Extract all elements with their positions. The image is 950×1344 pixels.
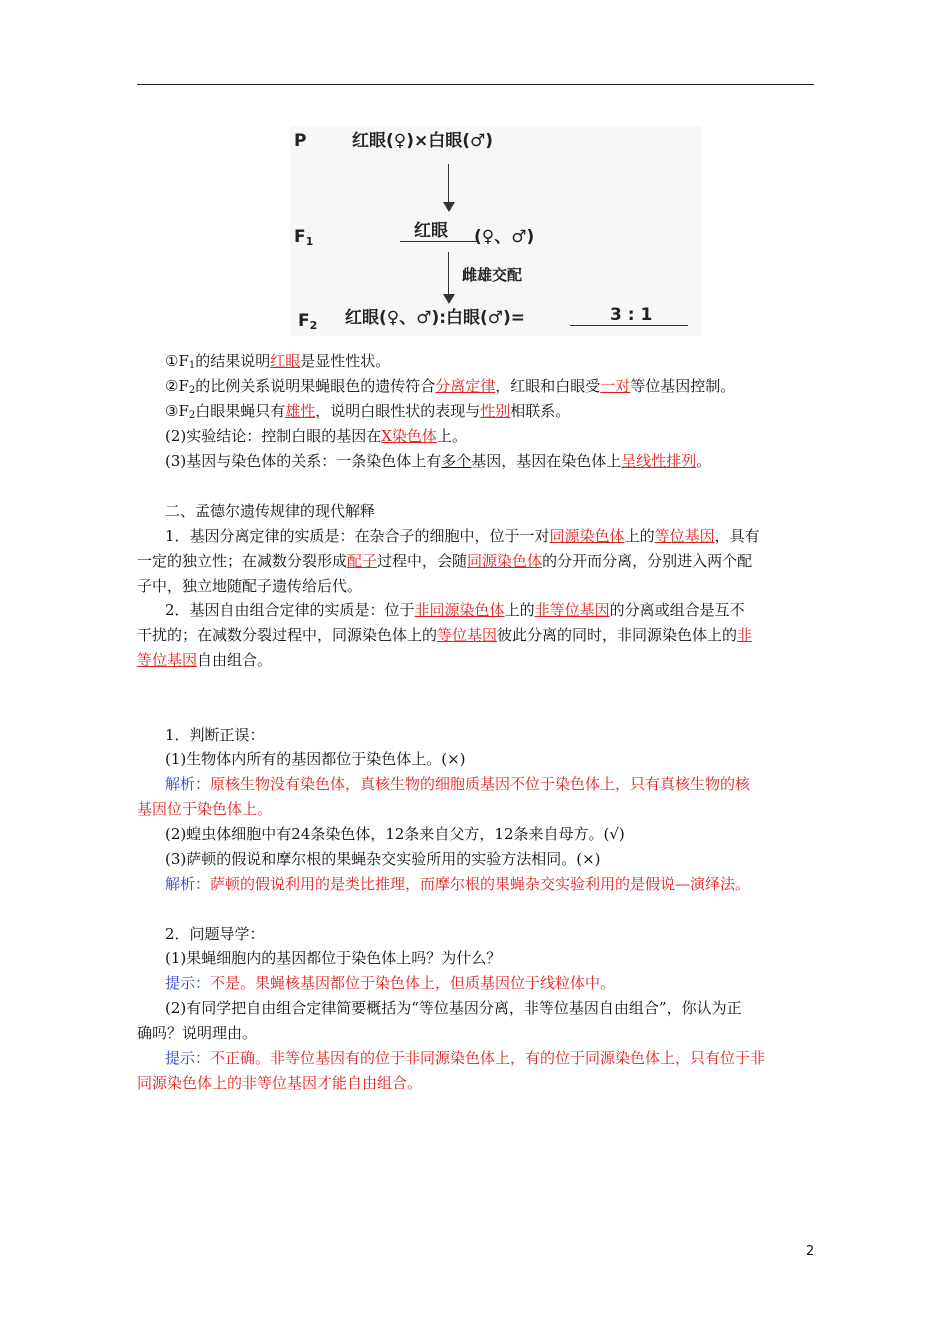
page-number: 2 [806, 1244, 815, 1259]
question-2-2-line-2: 确吗？说明理由。 [137, 1024, 258, 1042]
section-2-heading: 二、孟德尔遗传规律的现代解释 [165, 502, 376, 520]
cross-method-label: 雌雄交配 [462, 266, 523, 284]
line-f2-white-eye: $③F_2$白眼果蝇只有雄性，说明白眼性状的表现与性别相联系。 [165, 402, 571, 421]
arrow-head-2 [443, 294, 455, 304]
arrow-f1-to-f2 [448, 252, 449, 296]
line-f1-result: $①F_1$的结果说明红眼是显性性状。 [165, 352, 391, 371]
assortment-line-2: 干扰的；在减数分裂过程中，同源染色体上的等位基因彼此分离的同时，非同源染色体上的非 [137, 626, 753, 644]
f2-ratio-text: 红眼(♀、♂):白眼(♂)= [345, 308, 526, 328]
f2-blank-underline [570, 325, 688, 326]
question-2-2-line-1: (2)有同学把自由组合定律简要概括为“等位基因分离，非等位基因自由组合”，你认为正 [165, 999, 742, 1017]
segregation-line-2: 一定的独立性；在减数分裂形成配子过程中，会随同源染色体的分开而分离，分别进入两个配 [137, 552, 753, 570]
cross-diagram [290, 126, 702, 336]
arrow-head-1 [443, 202, 455, 212]
f1-blank-underline [400, 241, 478, 242]
assortment-line-3: 等位基因自由组合。 [137, 651, 273, 669]
line-conclusion: (2)实验结论：控制白眼的基因在X染色体上。 [165, 427, 467, 445]
answer-1-1-line-1: 解析：原核生物没有染色体，真核生物的细胞质基因不位于染色体上，只有真核生物的核 [165, 775, 751, 793]
question-1-2: (2)蝗虫体细胞中有24条染色体，12条来自父方，12条来自母方。(√) [165, 825, 625, 843]
question-1-heading: 1．判断正误： [165, 726, 265, 744]
f1-generation-label: F1 [294, 227, 314, 248]
answer-2-2-line-1: 提示：不正确。非等位基因有的位于非同源染色体上，有的位于同源染色体上，只有位于非 [165, 1049, 766, 1067]
f2-generation-label: F2 [298, 311, 318, 332]
line-f2-ratio: $②F_2$的比例关系说明果蝇眼色的遗传符合分离定律，红眼和白眼受一对等位基因控制。 [165, 377, 736, 396]
answer-1-3: 解析：萨顿的假说利用的是类比推理，而摩尔根的果蝇杂交实验利用的是假说—演绎法。 [165, 875, 751, 893]
segregation-line-1: 1．基因分离定律的实质是：在杂合子的细胞中，位于一对同源染色体上的等位基因，具有 [165, 527, 760, 545]
question-1-3: (3)萨顿的假说和摩尔根的果蝇杂交实验所用的实验方法相同。(×) [165, 850, 601, 868]
f1-phenotype: 红眼 [414, 221, 448, 241]
segregation-line-3: 子中，独立地随配子遗传给后代。 [137, 577, 363, 595]
answer-1-1-line-2: 基因位于染色体上。 [137, 800, 273, 818]
question-2-heading: 2．问题导学： [165, 925, 265, 943]
f1-sex: (♀、♂) [474, 227, 535, 247]
question-2-1: (1)果蝇细胞内的基因都位于染色体上吗？为什么？ [165, 949, 502, 967]
line-gene-chromosome: (3)基因与染色体的关系：一条染色体上有多个基因，基因在染色体上呈线性排列。 [165, 452, 712, 470]
p-generation-label: P [294, 131, 307, 151]
arrow-p-to-f1 [448, 164, 449, 204]
answer-2-1: 提示：不是。果蝇核基因都位于染色体上，但质基因位于线粒体中。 [165, 974, 616, 992]
f2-ratio-value: 3 : 1 [610, 305, 653, 325]
p-cross-text: 红眼(♀)×白眼(♂) [352, 131, 494, 151]
answer-2-2-line-2: 同源染色体上的非等位基因才能自由组合。 [137, 1074, 423, 1092]
question-1-1: (1)生物体内所有的基因都位于染色体上。(×) [165, 750, 466, 768]
assortment-line-1: 2．基因自由组合定律的实质是：位于非同源染色体上的非等位基因的分离或组合是互不 [165, 601, 745, 619]
header-rule [137, 84, 814, 85]
